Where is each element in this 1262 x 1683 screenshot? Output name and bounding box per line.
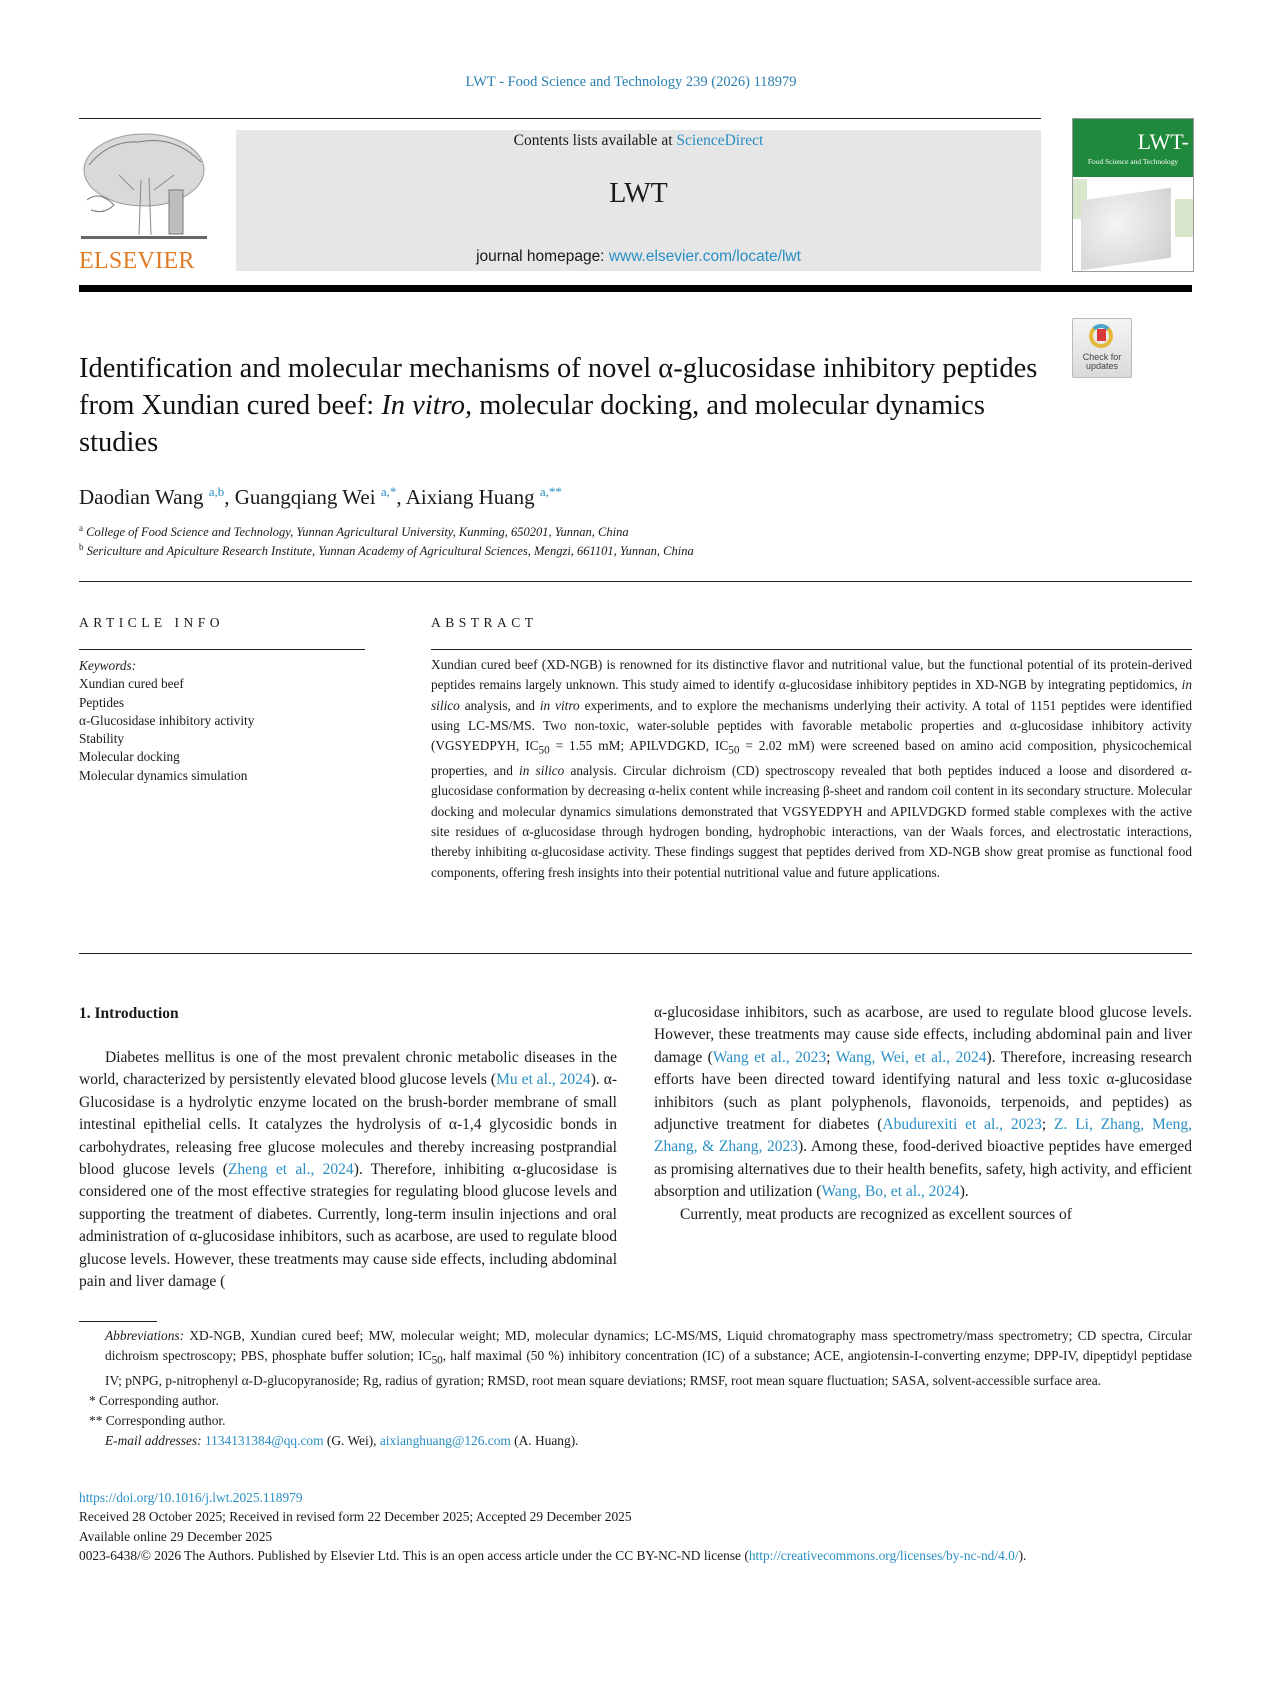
keyword: Stability	[79, 731, 125, 747]
paragraph: Currently, meat products are recognized as excellent sources of	[680, 1205, 1072, 1223]
cover-title: LWT-	[1137, 129, 1189, 154]
paragraph	[654, 1002, 1192, 1204]
author-name[interactable]: Aixiang Huang	[405, 485, 535, 509]
paragraph-text: ). Among these, food-derived bioactive peptides have emerged as promising alternatives due to their health benefits, safety, high activity, and efficient absorption and utilization (	[654, 1138, 1192, 1201]
bookmark-icon	[1097, 329, 1106, 341]
article-info-heading: ARTICLE INFO	[79, 615, 225, 630]
citation-link[interactable]: Zheng et al., 2024	[227, 1161, 354, 1179]
journal-banner	[236, 130, 1041, 271]
body-column-left	[79, 1047, 617, 1291]
citation-link[interactable]: Wang, Bo, et al., 2024	[821, 1183, 960, 1201]
author-name[interactable]: Daodian Wang	[79, 485, 204, 509]
author-name[interactable]: Guangqiang Wei	[234, 485, 376, 509]
divider	[79, 649, 365, 650]
corresponding-author-note: ** Corresponding author.	[89, 1412, 226, 1428]
keyword: Xundian cured beef	[79, 676, 184, 692]
journal-name: LWT	[609, 178, 668, 209]
corresponding-author-note: * Corresponding author.	[89, 1392, 219, 1408]
sciencedirect-link[interactable]: ScienceDirect	[676, 132, 764, 149]
contents-line	[236, 132, 1041, 150]
online-date: Available online 29 December 2025	[79, 1528, 273, 1544]
paragraph-text: α-glucosidase inhibitors, such as acarbose, are used to regulate blood glucose levels. However, these treatments may cause side effects, including abdominal pain and liver damage (	[654, 1004, 1192, 1066]
homepage-prefix: journal homepage:	[476, 248, 609, 265]
footnote-rule	[79, 1321, 157, 1322]
article-history: Received 28 October 2025; Received in revised form 22 December 2025; Accepted 29 December 2025	[79, 1509, 632, 1525]
body-column-right	[654, 1002, 1192, 1226]
cover-decoration	[1175, 199, 1193, 237]
paragraph-text: ;	[1041, 1116, 1055, 1134]
keywords-list	[79, 657, 254, 785]
citation-link[interactable]: Wang, Wei, et al., 2024	[835, 1048, 987, 1066]
journal-cover-thumbnail[interactable]	[1072, 118, 1194, 272]
author-list: Daodian Wang $^{a,b}$, Guangqiang Wei $^{a,*}$, Aixiang Huang $^{a,**}$	[79, 484, 562, 509]
citation-link[interactable]: Z. Li, Zhang, Meng, Zhang, & Zhang, 2023	[654, 1116, 1192, 1156]
section-heading-introduction: 1. Introduction	[79, 1005, 179, 1022]
license-statement: 0023-6438/© 2026 The Authors. Published by Elsevier Ltd. This is an open access article under the CC BY-NC-ND license (http://creativecommons.org/licenses/by-nc-nd/4.0/).	[79, 1548, 1027, 1564]
email-link[interactable]: aixianghuang@126.com	[379, 1432, 511, 1448]
license-link[interactable]: http://creativecommons.org/licenses/by-nc-nd/4.0/	[748, 1548, 1019, 1564]
keyword: Peptides	[79, 694, 125, 710]
header-thick-rule	[79, 285, 1192, 292]
footnotes	[79, 1326, 1192, 1451]
tree-icon	[79, 130, 209, 248]
cover-subtitle: Food Science and Technology	[1087, 157, 1179, 166]
homepage-link[interactable]: www.elsevier.com/locate/lwt	[608, 248, 801, 265]
divider	[79, 581, 1192, 582]
paragraph: Diabetes mellitus is one of the most prevalent chronic metabolic diseases in the world, characterized by persistently elevated blood glucose levels (Mu et al., 2024). α-Glucosidase is a hydrolytic enzyme located on the brush-border membrane of small intestinal epithelial cells. It catalyzes the hydrolysis of α-1,4 glycosidic bonds in carbohydrates, releasing free glucose molecules and thereby increasing postprandial blood glucose levels (Zheng et al., 2024). Therefore, inhibiting α-glucosidase is considered one of the most effective strategies for regulating blood glucose levels and supporting the treatment of diabetes. Currently, long-term insulin injections and oral administration of α-glucosidase inhibitors, such as acarbose, are used to regulate blood glucose levels. However, these treatments may cause side effects, including abdominal pain and liver damage (	[79, 1049, 617, 1291]
paragraph-text: ). Therefore, increasing research efforts have been directed toward identifying natural and less toxic α-glucosidase inhibitors (such as plant polyphenols, flavonoids, terpenoids, and peptides) as adjunctive treatment for diabetes (	[654, 1048, 1193, 1134]
doi-link[interactable]: https://doi.org/10.1016/j.lwt.2025.118979	[79, 1490, 303, 1505]
citation-link[interactable]: Mu et al., 2024	[496, 1071, 591, 1089]
keyword: Molecular dynamics simulation	[79, 767, 248, 783]
affiliation: $^a$ College of Food Science and Technology, Yunnan Agricultural University, Kunming, 650201, Yunnan, China	[79, 523, 629, 540]
abstract-text: Xundian cured beef (XD-NGB) is renowned for its distinctive flavor and nutritional value, but the functional potential of its protein-derived peptides remains largely unknown. This study aimed to identify α-glucosidase inhibitory peptides in XD-NGB by integrating peptidomics, in silico analysis, and in vitro experiments, and to explore the mechanisms underlying their activity. A total of 1151 peptides were identified using LC-MS/MS. Two non-toxic, water-soluble peptides with favorable metabolic properties and α-glucosidase inhibitory activity (VGSYEDPYH, $IC_{50} = 1.55$ mM; APILVDGKD, $IC_{50} = 2.02$ mM) were screened based on amino acid composition, physicochemical properties, and in silico analysis. Circular dichroism (CD) spectroscopy revealed that both peptides induced a loose and disordered α-glucosidase conformation by decreasing α-helix content while increasing β-sheet and random coil content in its secondary structure. Molecular docking and molecular dynamics simulations demonstrated that VGSYEDPYH and APILVDGKD formed stable complexes with the active site residues of α-glucosidase through hydrogen bonding, hydrophobic interactions, van der Waals forces, and electrostatic interactions, thereby inhibiting α-glucosidase activity. These findings suggest that peptides derived from XD-NGB show great promise as functional food components, offering fresh insights into their potential nutritional value and future applications.	[431, 657, 1193, 880]
email-link[interactable]: 1134131384@qq.com	[204, 1432, 324, 1448]
author-affiliation-mark[interactable]: a,*	[380, 484, 397, 499]
author-affiliation-mark[interactable]: a,b	[208, 484, 225, 499]
contents-prefix: Contents lists available at	[513, 132, 677, 149]
keyword: α-Glucosidase inhibitory activity	[79, 712, 255, 728]
abstract-heading: ABSTRACT	[431, 615, 538, 630]
publication-info	[79, 1488, 1192, 1566]
check-updates-label: Check for updates	[1082, 352, 1122, 371]
cover-photo	[1081, 188, 1171, 271]
keyword: Molecular docking	[79, 749, 180, 765]
affiliation: $^b$ Sericulture and Apiculture Research Institute, Yunnan Academy of Agricultural Sciences, Mengzi, 661101, Yunnan, China	[79, 542, 694, 559]
citation-link[interactable]: Wang et al., 2023	[712, 1048, 827, 1066]
elsevier-wordmark: ELSEVIER	[79, 248, 195, 274]
author-affiliation-mark[interactable]: a,**	[539, 484, 562, 499]
keywords-label: Keywords:	[79, 658, 137, 673]
paragraph-text: ;	[826, 1048, 836, 1066]
paragraph-text: ).	[959, 1183, 969, 1201]
journal-reference[interactable]: LWT - Food Science and Technology 239 (2026) 118979	[465, 74, 797, 90]
citation-link[interactable]: Abudurexiti et al., 2023	[882, 1116, 1042, 1134]
divider	[79, 953, 1192, 954]
article-title: Identification and molecular mechanisms of novel α-glucosidase inhibitory peptides from Xundian cured beef: In vitro, molecular docking, and molecular dynamics studies	[79, 353, 1038, 458]
header-rule	[79, 118, 1041, 119]
check-for-updates-button[interactable]	[1072, 318, 1132, 378]
divider	[431, 649, 1192, 650]
homepage-line	[236, 248, 1041, 266]
abbreviations-footnote: Abbreviations: XD-NGB, Xundian cured beef; MW, molecular weight; MD, molecular dynamics; LC-MS/MS, Liquid chromatography mass spectrometry/mass spectrometry; CD spectra, Circular dichroism spectroscopy; PBS, phosphate buffer solution; $IC_{50}$, half maximal (50 %) inhibitory concentration (IC) of a substance; ACE, angiotensin-I-converting enzyme; DPP-IV, dipeptidyl peptidase IV; pNPG, p-nitrophenyl α-D-glucopyranoside; Rg, radius of gyration; RMSD, root mean square deviations; RMSF, root mean square fluctuation; SASA, solvent-accessible surface area.	[105, 1328, 1192, 1388]
email-addresses: E-mail addresses: 1134131384@qq.com (G. Wei), aixianghuang@126.com (A. Huang).	[105, 1432, 579, 1448]
